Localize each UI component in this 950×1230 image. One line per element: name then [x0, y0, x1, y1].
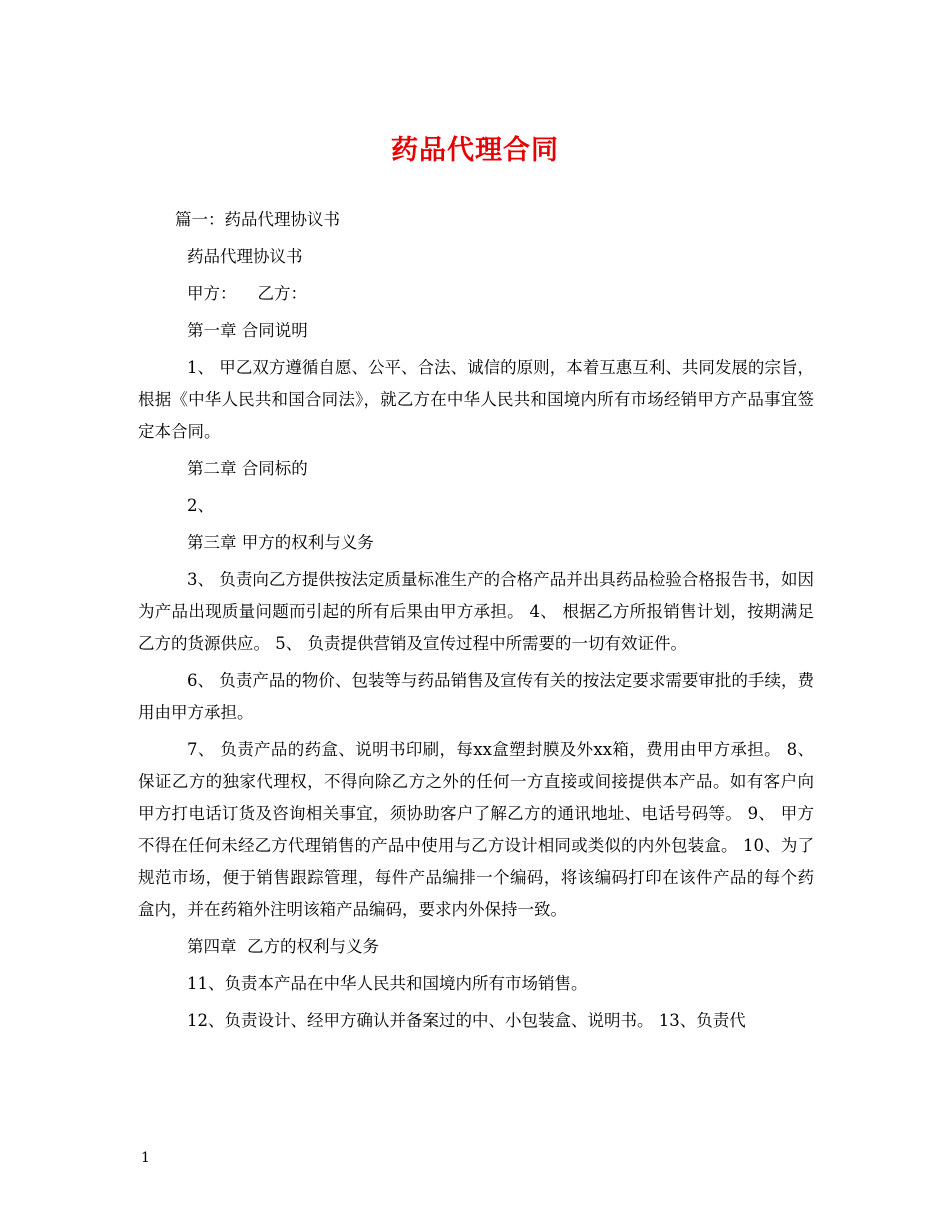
paragraph-clause-1: 1、 甲乙双方遵循自愿、公平、合法、诚信的原则，本着互惠互利、共同发展的宗旨，根据《中华人民共和国合同法》，就乙方在中华人民共和国境内所有市场经销甲方产品事宜签定本合同。	[138, 358, 814, 441]
paragraph-clause-6: 6、 负责产品的物价、包装等与药品销售及宣传有关的按法定要求需要审批的手续，费用由甲方承担。	[138, 671, 814, 722]
paragraph-chapter-3: 第三章 甲方的权利与义务	[187, 533, 374, 552]
paragraph-chapter-4: 第四章 乙方的权利与义务	[187, 937, 379, 956]
paragraph-chapter-heading: 篇一：药品代理协议书	[175, 210, 340, 229]
paragraph-parties: 甲方： 乙方：	[187, 284, 307, 303]
paragraph-chapter-1: 第一章 合同说明	[187, 321, 308, 340]
paragraph-clause-3-5: 3、 负责向乙方提供按法定质量标准生产的合格产品并出具药品检验合格报告书，如因为产品出现质量问题而引起的所有后果由甲方承担。 4、 根据乙方所报销售计划，按期满足乙方的货源供应。 5、 负责提供营销及宣传过程中所需要的一切有效证件。	[138, 570, 814, 653]
paragraph-clause-7-10: 7、 负责产品的药盒、说明书印刷，每xx盒塑封膜及外xx箱，费用由甲方承担。 8、保证乙方的独家代理权，不得向除乙方之外的任何一方直接或间接提供本产品。如有客户向甲方打电话订货及咨询相关事宜，须协助客户了解乙方的通讯地址、电话号码等。 9、 甲方不得在任何未经乙方代理销售的产品中使用与乙方设计相同或类似的内外包装盒。 10、为了规范市场，便于销售跟踪管理，每件产品编排一个编码，将该编码打印在该件产品的每个药盒内，并在药箱外注明该箱产品编码，要求内外保持一致。	[138, 740, 814, 919]
document-title: 药品代理合同	[391, 135, 559, 166]
document-body	[138, 204, 814, 1042]
paragraph-chapter-2: 第二章 合同标的	[187, 459, 308, 478]
paragraph-agreement-name: 药品代理协议书	[187, 247, 303, 266]
paragraph-clause-12-13: 12、负责设计、经甲方确认并备案过的中、小包装盒、说明书。 13、负责代	[187, 1011, 746, 1030]
page-number: 1	[141, 1150, 150, 1166]
paragraph-clause-2: 2、	[187, 496, 214, 515]
paragraph-clause-11: 11、负责本产品在中华人民共和国境内所有市场销售。	[187, 974, 588, 993]
